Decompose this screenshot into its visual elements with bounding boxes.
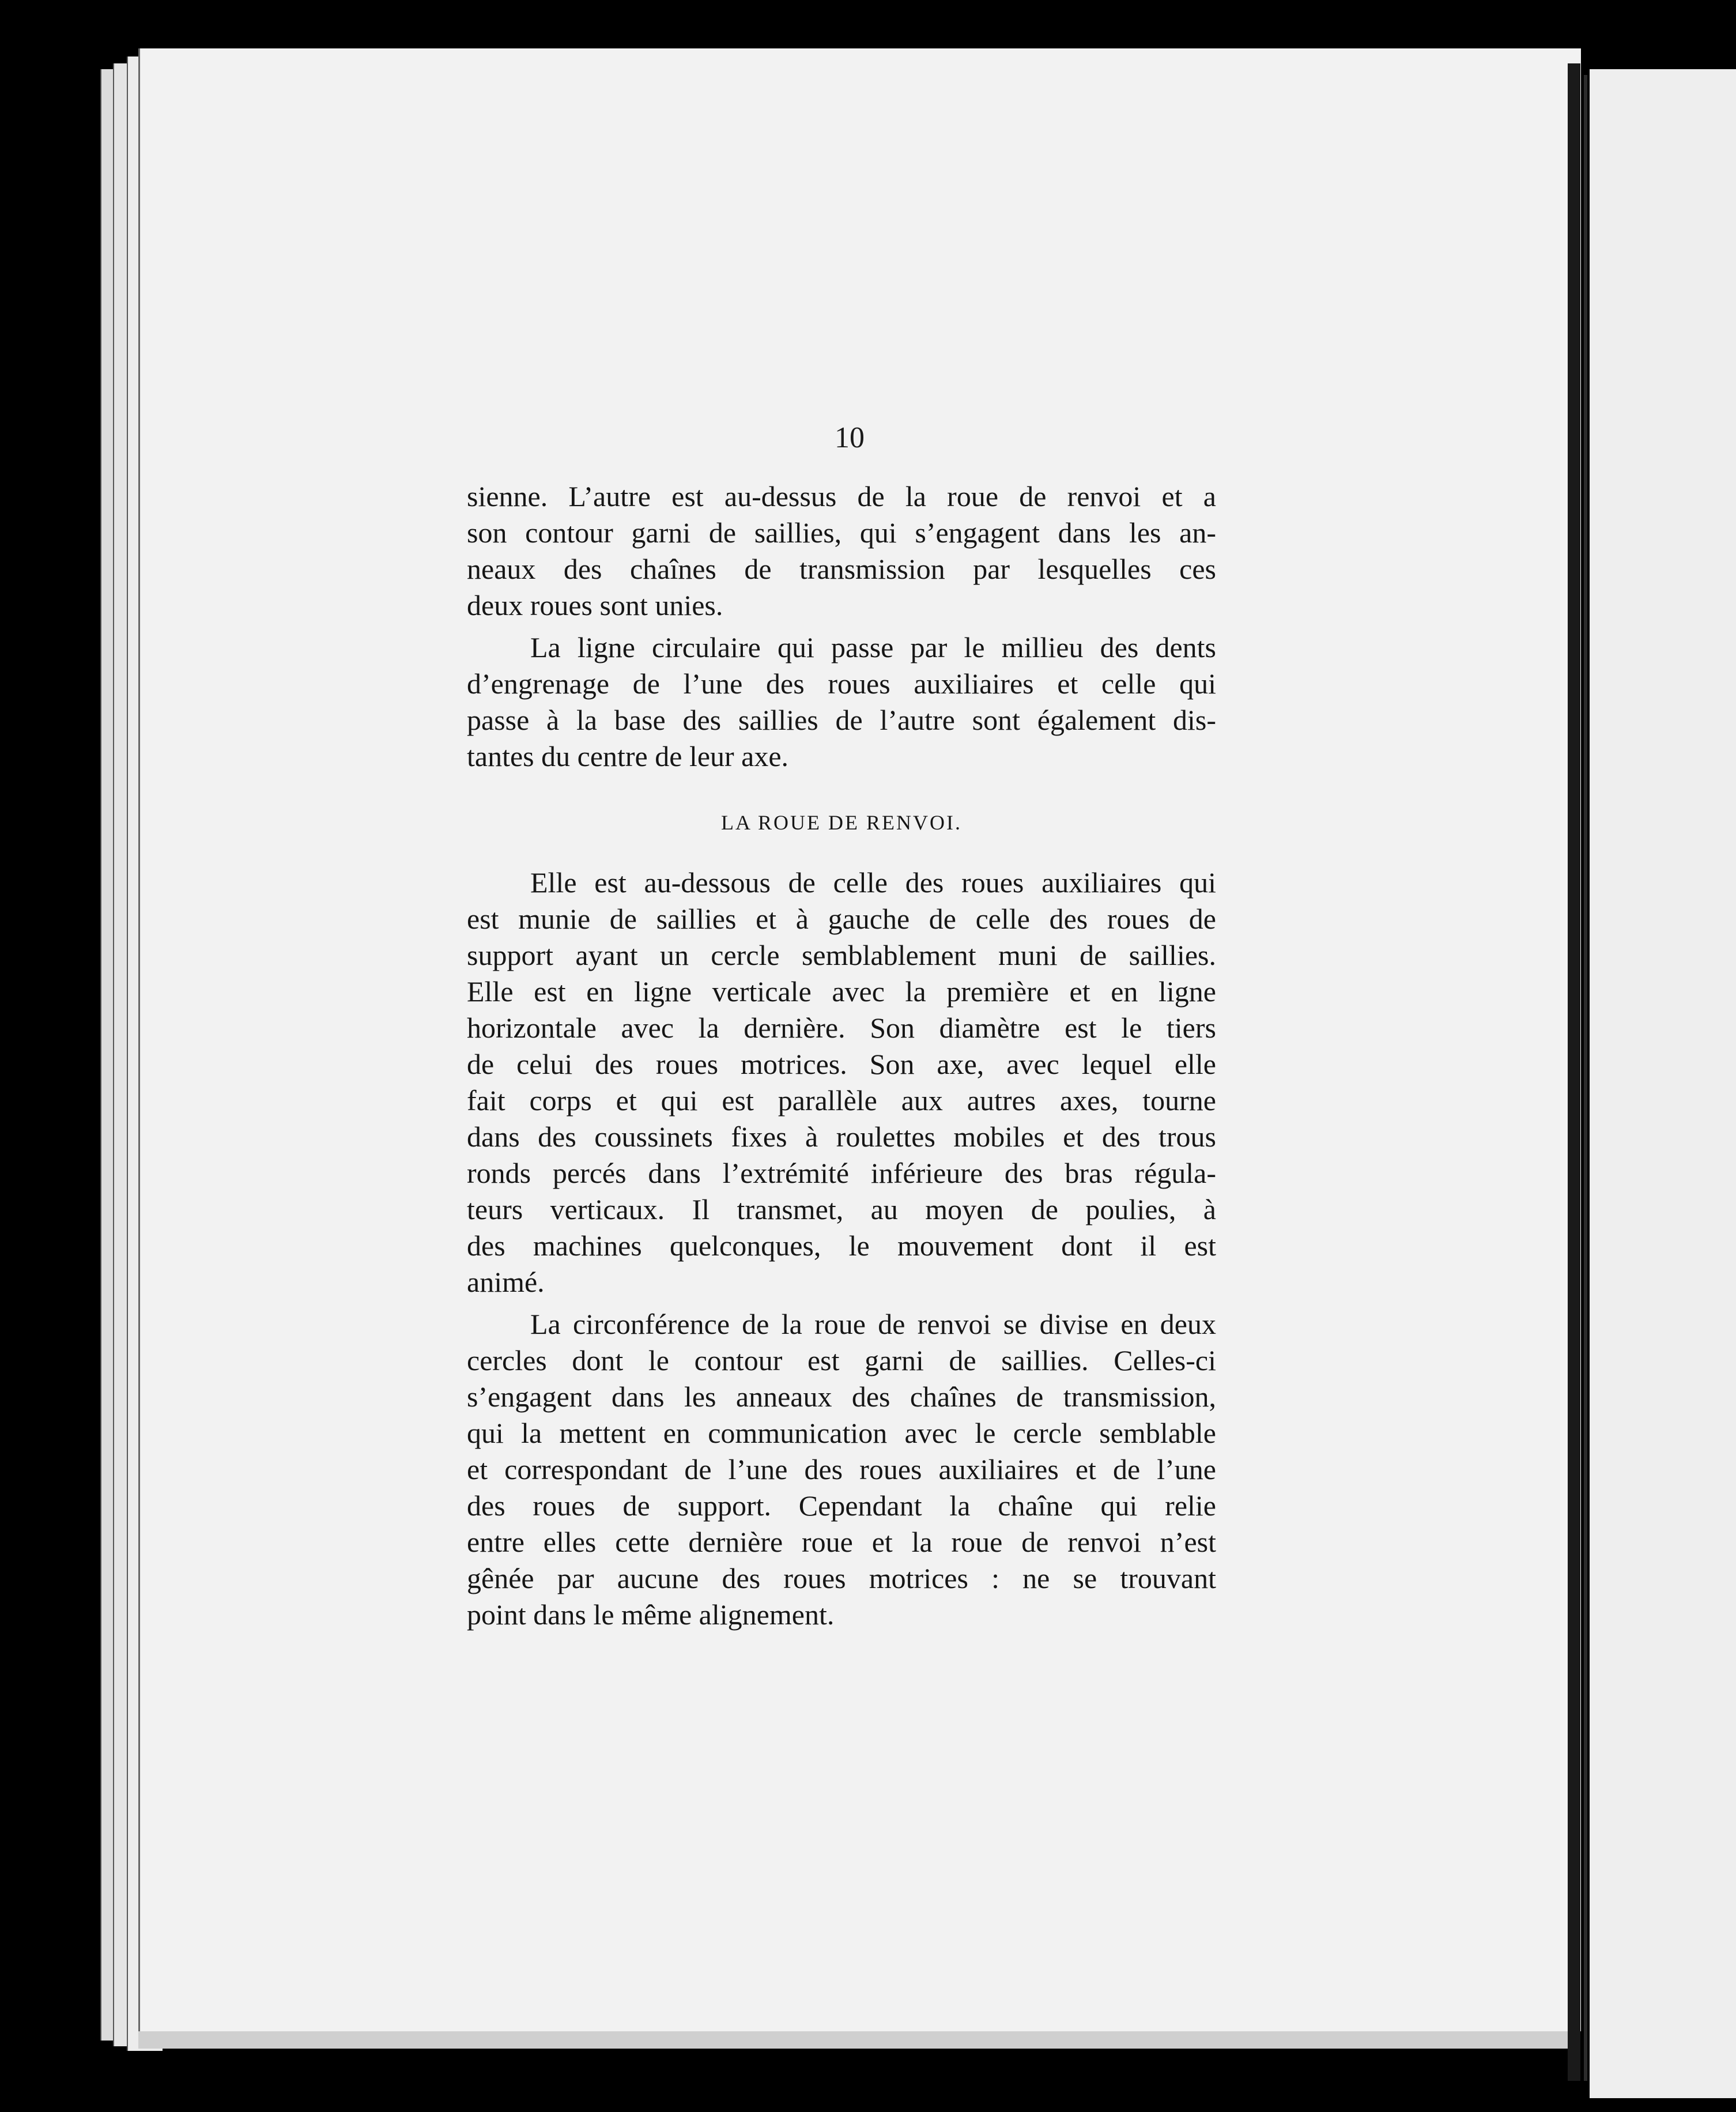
text-line: ronds percés dans l’extrémité inférieure des bras régula- [467, 1157, 1216, 1189]
text-line: gênée par aucune des roues motrices : ne se trouvant [467, 1562, 1216, 1594]
text-line: cercles dont le contour est garni de saillies. Celles-ci [467, 1344, 1216, 1376]
text-line: Elle est en ligne verticale avec la première et en ligne [467, 975, 1216, 1008]
text-line: dans des coussinets fixes à roulettes mobiles et des trous [467, 1121, 1216, 1153]
paragraph [467, 478, 1216, 624]
text-line: son contour garni de saillies, qui s’engagent dans les an- [467, 516, 1216, 549]
text-line: passe à la base des saillies de l’autre sont également dis- [467, 704, 1216, 736]
paragraph [467, 865, 1216, 1300]
paragraph [467, 1306, 1216, 1633]
text-line: et correspondant de l’une des roues auxiliaires et de l’une [467, 1453, 1216, 1485]
facing-page [1590, 69, 1736, 2098]
text-line: neaux des chaînes de transmission par lesquelles ces [467, 553, 1216, 585]
text-line: sienne. L’autre est au-dessus de la roue de renvoi et a [467, 480, 1216, 512]
text-line: deux roues sont unies. [467, 589, 723, 621]
paragraph [467, 629, 1216, 775]
text-line: qui la mettent en communication avec le cercle semblable [467, 1417, 1216, 1449]
text-line: d’engrenage de l’une des roues auxiliaires et celle qui [467, 667, 1216, 700]
text-line: des roues de support. Cependant la chaîne qui relie [467, 1489, 1216, 1522]
text-line: tantes du centre de leur axe. [467, 740, 789, 772]
text-line: support ayant un cercle semblablement muni de saillies. [467, 939, 1216, 971]
book-gutter [1568, 63, 1580, 2081]
text-line: horizontale avec la dernière. Son diamètre est le tiers [467, 1012, 1216, 1044]
text-line: de celui des roues motrices. Son axe, avec lequel elle [467, 1048, 1216, 1080]
text-line: teurs verticaux. Il transmet, au moyen de poulies, à [467, 1193, 1216, 1225]
text-line: s’engagent dans les anneaux des chaînes de transmission, [467, 1381, 1216, 1413]
text-line: La ligne circulaire qui passe par le millieu des dents [530, 631, 1216, 663]
text-line: est munie de saillies et à gauche de celle des roues de [467, 903, 1216, 935]
book-gutter-line [1584, 75, 1587, 2081]
text-line: des machines quelconques, le mouvement dont il est [467, 1230, 1216, 1262]
page-bottom-edge [138, 2031, 1579, 2049]
text-line: animé. [467, 1266, 545, 1298]
text-line: fait corps et qui est parallèle aux autres axes, tourne [467, 1084, 1216, 1117]
section-heading: LA ROUE DE RENVOI. [721, 811, 962, 834]
text-line: point dans le même alignement. [467, 1598, 835, 1631]
text-line: La circonférence de la roue de renvoi se divise en deux [530, 1308, 1216, 1340]
page-number: 10 [835, 421, 865, 454]
text-line: Elle est au-dessous de celle des roues auxiliaires qui [530, 866, 1216, 899]
text-line: entre elles cette dernière roue et la roue de renvoi n’est [467, 1526, 1216, 1558]
body-text [467, 478, 1216, 1639]
